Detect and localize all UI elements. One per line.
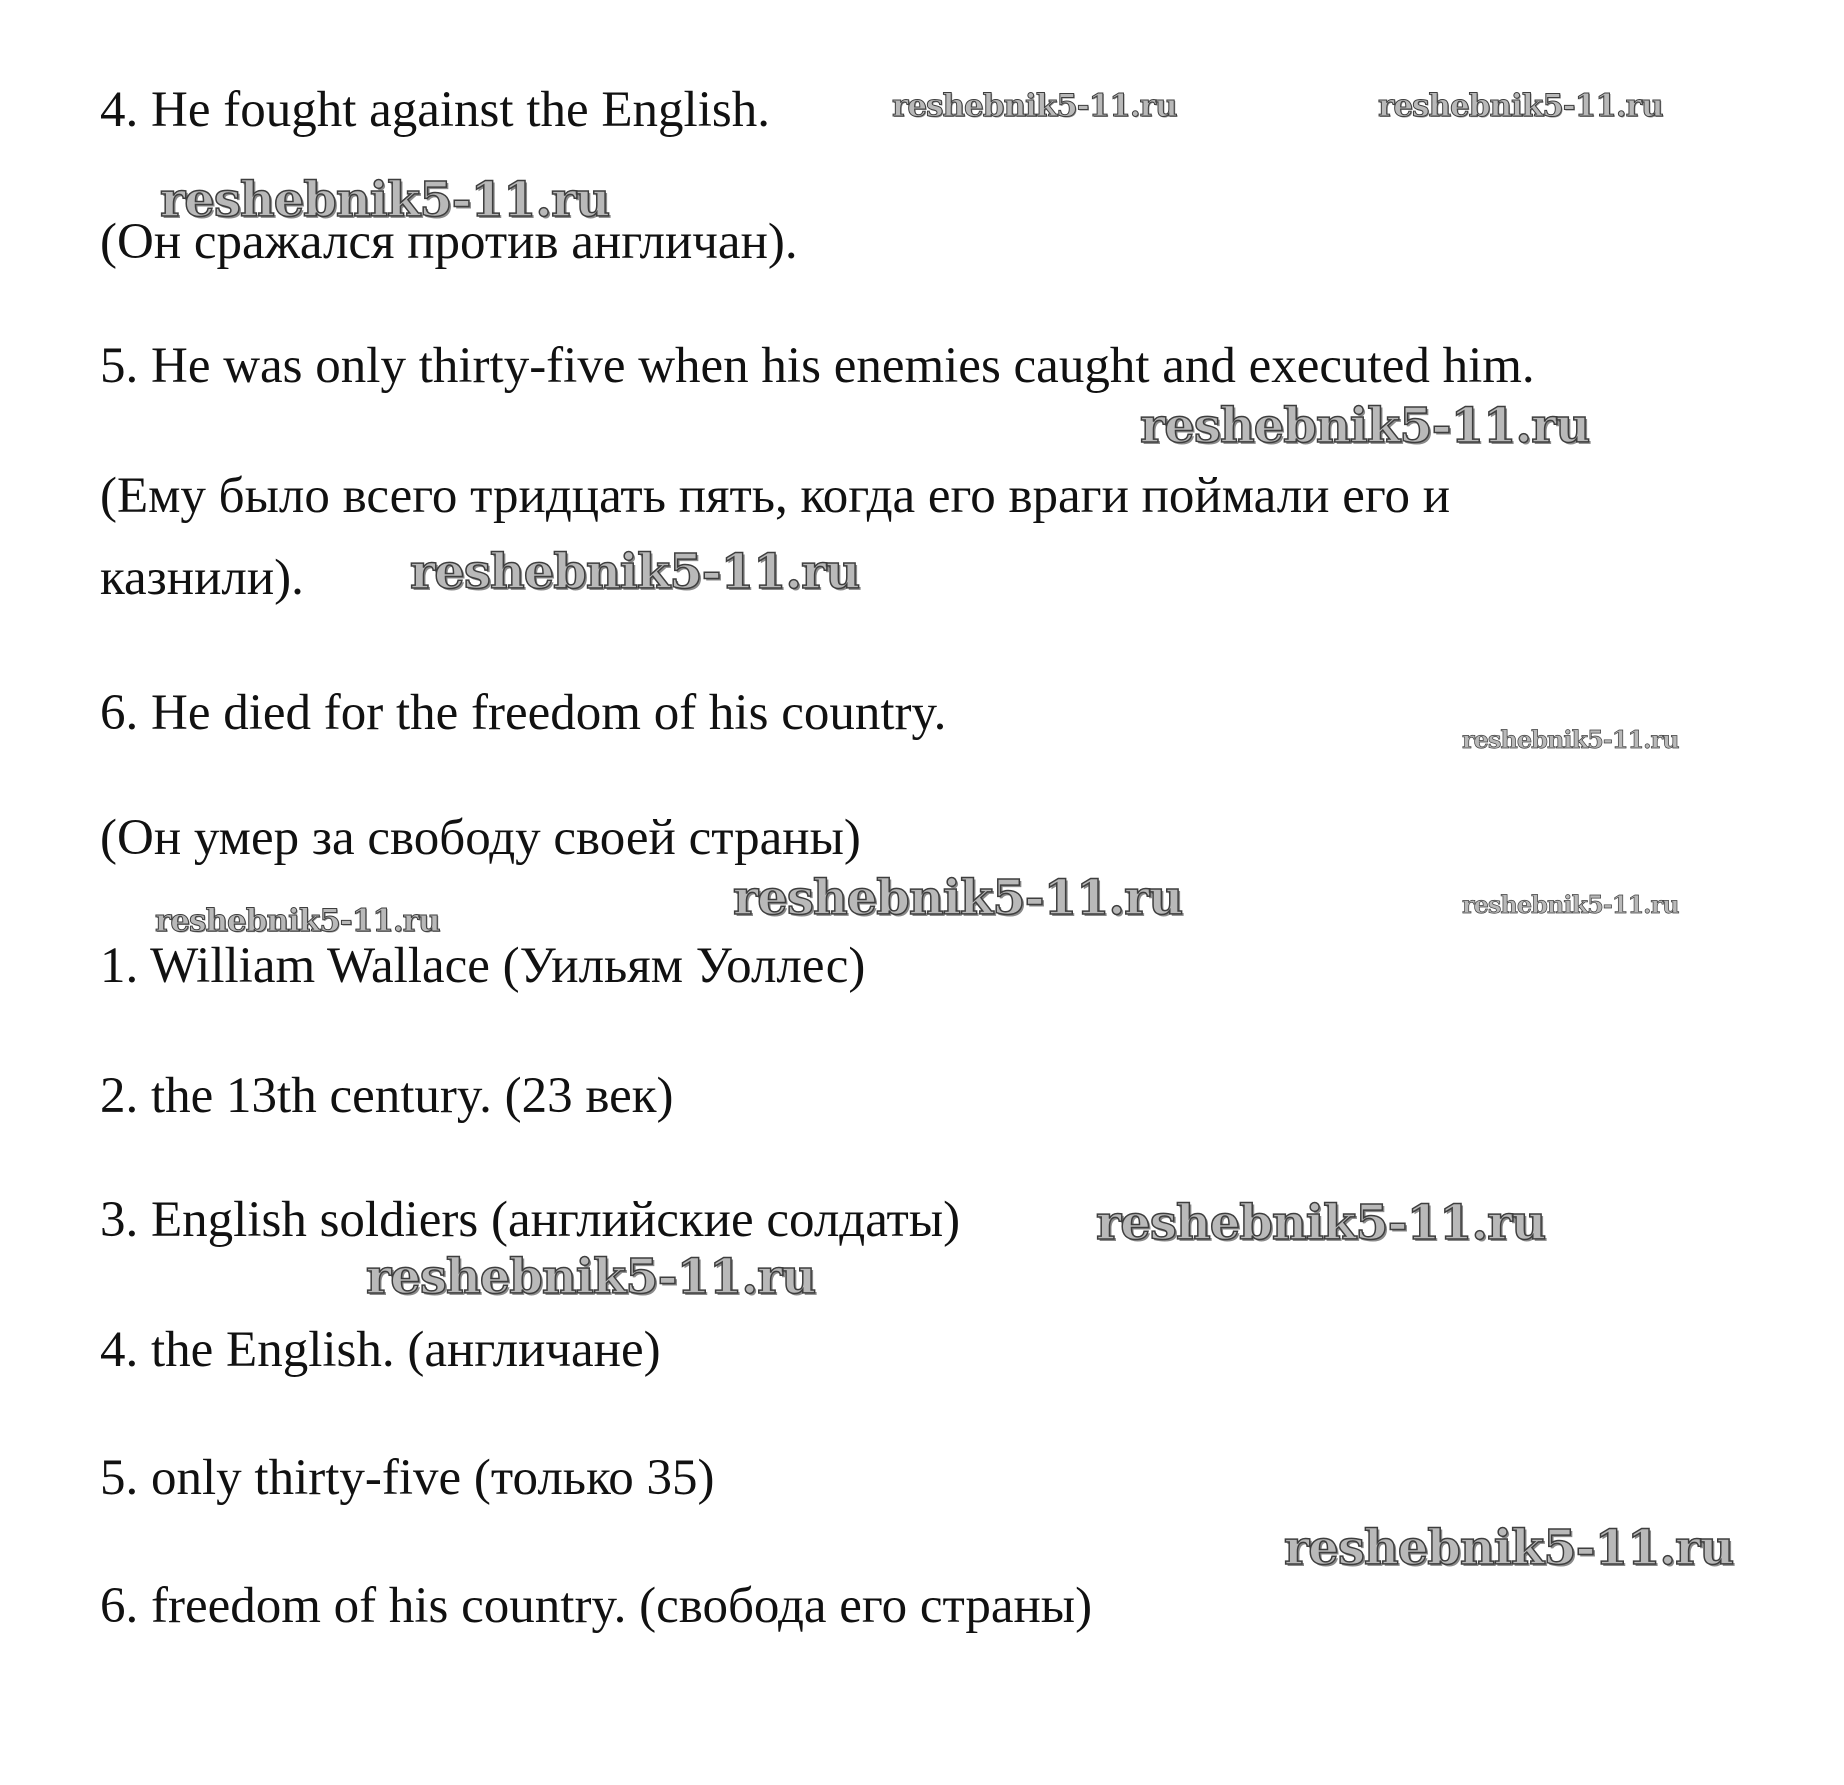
text-line: 5. only thirty-five (только 35) bbox=[100, 1450, 715, 1506]
watermark: reshebnik5-11.ru bbox=[1462, 890, 1679, 919]
watermark: reshebnik5-11.ru bbox=[155, 903, 440, 939]
text-line: (Он умер за свободу своей страны) bbox=[100, 810, 861, 866]
text-line: казнили). bbox=[100, 550, 304, 606]
text-line: 4. the English. (англичане) bbox=[100, 1322, 661, 1378]
watermark: reshebnik5-11.ru bbox=[410, 544, 860, 600]
text-line: (Он сражался против англичан). bbox=[100, 214, 798, 270]
watermark: reshebnik5-11.ru bbox=[733, 870, 1183, 926]
text-line: 5. He was only thirty-five when his enemies caught and executed him. bbox=[100, 338, 1535, 394]
watermark: reshebnik5-11.ru bbox=[892, 88, 1177, 124]
text-line: 6. freedom of his country. (свобода его страны) bbox=[100, 1578, 1093, 1634]
watermark: reshebnik5-11.ru bbox=[1284, 1520, 1734, 1576]
watermark: reshebnik5-11.ru bbox=[1096, 1195, 1546, 1251]
watermark: reshebnik5-11.ru bbox=[1462, 725, 1679, 754]
text-line: 2. the 13th century. (23 век) bbox=[100, 1068, 674, 1124]
text-line: 1. William Wallace (Уильям Уоллес) bbox=[100, 938, 866, 994]
text-line: 3. English soldiers (английские солдаты) bbox=[100, 1192, 961, 1248]
text-line: 6. He died for the freedom of his country. bbox=[100, 685, 947, 741]
watermark: reshebnik5-11.ru bbox=[1140, 398, 1590, 454]
watermark: reshebnik5-11.ru bbox=[1378, 88, 1663, 124]
watermark: reshebnik5-11.ru bbox=[366, 1249, 816, 1305]
text-line: 4. He fought against the English. bbox=[100, 82, 770, 138]
watermark: reshebnik5-11.ru bbox=[160, 172, 610, 228]
text-line: (Ему было всего тридцать пять, когда его враги поймали его и bbox=[100, 468, 1451, 524]
